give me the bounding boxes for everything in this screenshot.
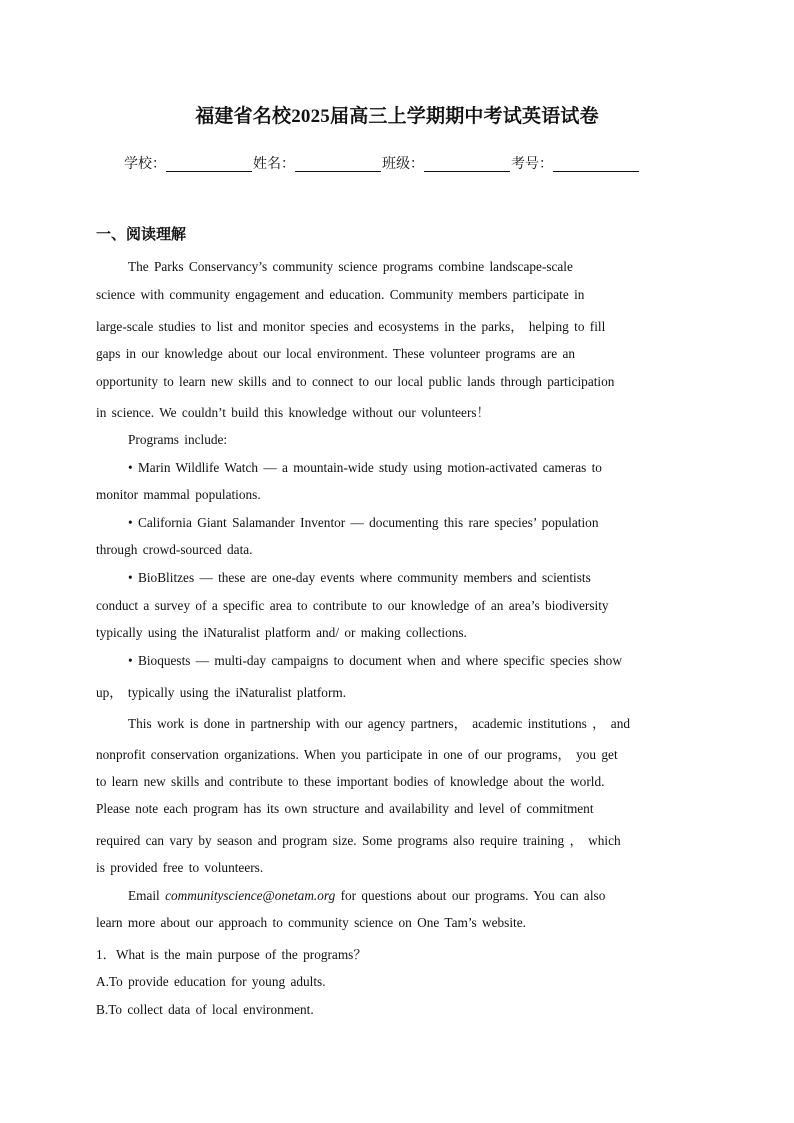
passage-line: is provided free to volunteers. <box>96 860 264 875</box>
passage-line: nonprofit conservation organizations. When you participate in one of our programs， you get <box>96 747 618 762</box>
passage-line: gaps in our knowledge about our local environment. These volunteer programs are an <box>96 346 576 361</box>
program-bullet-line: • BioBlitzes — these are one-day events where community members and scientists <box>128 570 591 585</box>
name-label: 姓名： <box>253 157 295 172</box>
program-bullet-line: • Bioquests — multi-day campaigns to document when and where specific species show <box>128 653 622 668</box>
student-info-line <box>124 153 640 173</box>
question-stem: 1．What is the main purpose of the programs？ <box>96 947 367 962</box>
programs-intro: Programs include: <box>128 432 228 447</box>
school-label: 学校： <box>124 157 166 172</box>
program-bullet-line: monitor mammal populations. <box>96 487 261 502</box>
passage-line: science with community engagement and education. Community members participate in <box>96 287 585 302</box>
program-bullet-line: through crowd-sourced data. <box>96 542 253 557</box>
email-line <box>128 888 605 904</box>
passage-line: large-scale studies to list and monitor species and ecosystems in the parks， helping to fill <box>96 319 606 334</box>
program-bullet-line: • Marin Wildlife Watch — a mountain-wide study using motion-activated cameras to <box>128 460 602 475</box>
answer-option-a: A.To provide education for young adults. <box>96 974 326 989</box>
school-blank <box>166 155 252 172</box>
exam-number-label: 考号： <box>511 157 553 172</box>
passage-line: The Parks Conservancy’s community science programs combine landscape-scale <box>128 259 573 274</box>
document-title: 福建省名校2025届高三上学期期中考试英语试卷 <box>195 106 599 127</box>
answer-option-b: B.To collect data of local environment. <box>96 1002 314 1017</box>
class-label: 班级： <box>382 157 424 172</box>
passage-line: This work is done in partnership with our agency partners， academic institutions ， and <box>128 716 630 731</box>
name-blank <box>295 155 381 172</box>
passage-line: opportunity to learn new skills and to connect to our local public lands through participation <box>96 374 615 389</box>
passage-line: to learn new skills and contribute to these important bodies of knowledge about the world. <box>96 774 605 789</box>
email-address: communityscience@onetam.org <box>165 888 336 903</box>
program-bullet-line: up， typically using the iNaturalist platform. <box>96 685 347 700</box>
passage-line: learn more about our approach to community science on One Tam’s website. <box>96 915 526 930</box>
program-bullet-line: typically using the iNaturalist platform and/ or making collections. <box>96 625 467 640</box>
program-bullet-line: conduct a survey of a specific area to contribute to our knowledge of an area’s biodiversity <box>96 598 609 613</box>
passage-line: in science. We couldn’t build this knowledge without our volunteers！ <box>96 405 490 420</box>
email-prefix: Email <box>128 888 166 903</box>
class-blank <box>424 155 510 172</box>
email-suffix: for questions about our programs. You can also <box>335 888 606 903</box>
program-bullet-line: • California Giant Salamander Inventor — documenting this rare species’ population <box>128 515 599 530</box>
passage-line: required can vary by season and program size. Some programs also require training ， which <box>96 833 621 848</box>
exam-number-blank <box>553 155 639 172</box>
section-title: 一、阅读理解 <box>96 227 187 243</box>
passage-line: Please note each program has its own structure and availability and level of commitment <box>96 801 594 816</box>
